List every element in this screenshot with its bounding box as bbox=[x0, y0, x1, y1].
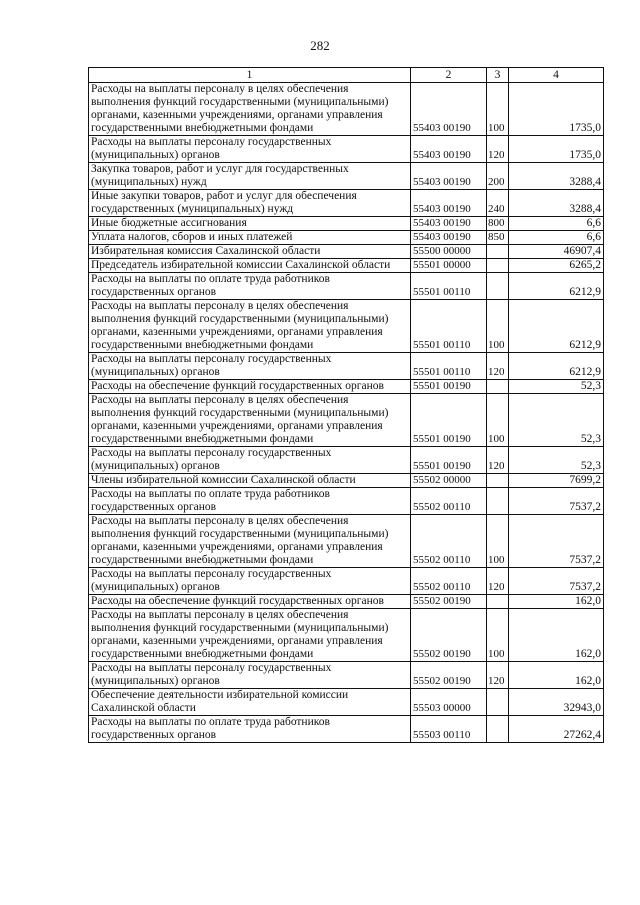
table-row bbox=[89, 716, 604, 743]
row-sum-cell: 162,0 bbox=[509, 662, 604, 689]
row-name-cell: Расходы на выплаты персоналу в целях обеспечения выполнения функций государственными (муниципальными) органами, казенными учреждениями, органами управления государственными внебюджетными фондами bbox=[89, 609, 411, 662]
row-name-cell: Расходы на выплаты персоналу государственных (муниципальных) органов bbox=[89, 447, 411, 474]
row-type-cell bbox=[487, 474, 509, 488]
row-name-cell: Расходы на обеспечение функций государственных органов bbox=[89, 380, 411, 394]
table-row bbox=[89, 515, 604, 568]
table-row bbox=[89, 245, 604, 259]
row-type-cell: 100 bbox=[487, 300, 509, 353]
row-sum-cell: 32943,0 bbox=[509, 689, 604, 716]
row-code-cell: 55501 00110 bbox=[411, 273, 487, 300]
row-sum-cell: 1735,0 bbox=[509, 83, 604, 136]
page-number: 282 bbox=[310, 38, 330, 53]
row-name-cell: Расходы на выплаты персоналу в целях обеспечения выполнения функций государственными (муниципальными) органами, казенными учреждениями, органами управления государственными внебюджетными фондами bbox=[89, 83, 411, 136]
row-sum-cell: 3288,4 bbox=[509, 163, 604, 190]
row-sum-cell: 7537,2 bbox=[509, 515, 604, 568]
row-name-cell: Расходы на выплаты персоналу государственных (муниципальных) органов bbox=[89, 662, 411, 689]
table-row bbox=[89, 595, 604, 609]
row-code-cell: 55501 00190 bbox=[411, 394, 487, 447]
row-code-cell: 55501 00110 bbox=[411, 353, 487, 380]
row-code-cell: 55403 00190 bbox=[411, 217, 487, 231]
column-header-code: 2 bbox=[411, 68, 487, 83]
table-row bbox=[89, 217, 604, 231]
row-code-cell: 55502 00190 bbox=[411, 595, 487, 609]
row-code-cell: 55502 00000 bbox=[411, 474, 487, 488]
row-name-cell: Закупка товаров, работ и услуг для государственных (муниципальных) нужд bbox=[89, 163, 411, 190]
row-name-cell: Расходы на выплаты по оплате труда работников государственных органов bbox=[89, 716, 411, 743]
table-row bbox=[89, 83, 604, 136]
row-sum-cell: 6,6 bbox=[509, 217, 604, 231]
table-row bbox=[89, 474, 604, 488]
row-sum-cell: 6,6 bbox=[509, 231, 604, 245]
row-code-cell: 55502 00110 bbox=[411, 488, 487, 515]
row-name-cell: Члены избирательной комиссии Сахалинской области bbox=[89, 474, 411, 488]
table-row bbox=[89, 190, 604, 217]
table-body bbox=[89, 83, 604, 743]
row-type-cell bbox=[487, 245, 509, 259]
table-row bbox=[89, 300, 604, 353]
row-name-cell: Расходы на выплаты персоналу государственных (муниципальных) органов bbox=[89, 136, 411, 163]
row-type-cell bbox=[487, 259, 509, 273]
row-type-cell: 100 bbox=[487, 83, 509, 136]
table-row bbox=[89, 231, 604, 245]
row-sum-cell: 162,0 bbox=[509, 609, 604, 662]
row-code-cell: 55501 00110 bbox=[411, 300, 487, 353]
row-code-cell: 55503 00000 bbox=[411, 689, 487, 716]
table-row bbox=[89, 394, 604, 447]
table-row bbox=[89, 380, 604, 394]
table-row bbox=[89, 488, 604, 515]
row-type-cell: 800 bbox=[487, 217, 509, 231]
row-sum-cell: 7537,2 bbox=[509, 488, 604, 515]
table-row bbox=[89, 662, 604, 689]
row-type-cell: 240 bbox=[487, 190, 509, 217]
row-code-cell: 55502 00190 bbox=[411, 662, 487, 689]
table-header-row bbox=[89, 68, 604, 83]
row-code-cell: 55500 00000 bbox=[411, 245, 487, 259]
row-name-cell: Расходы на выплаты персоналу государственных (муниципальных) органов bbox=[89, 353, 411, 380]
row-code-cell: 55403 00190 bbox=[411, 136, 487, 163]
row-name-cell: Расходы на выплаты персоналу в целях обеспечения выполнения функций государственными (муниципальными) органами, казенными учреждениями, органами управления государственными внебюджетными фондами bbox=[89, 300, 411, 353]
row-sum-cell: 6265,2 bbox=[509, 259, 604, 273]
row-type-cell: 120 bbox=[487, 662, 509, 689]
row-code-cell: 55501 00190 bbox=[411, 447, 487, 474]
row-name-cell: Расходы на выплаты персоналу в целях обеспечения выполнения функций государственными (муниципальными) органами, казенными учреждениями, органами управления государственными внебюджетными фондами bbox=[89, 515, 411, 568]
row-type-cell: 200 bbox=[487, 163, 509, 190]
row-sum-cell: 52,3 bbox=[509, 380, 604, 394]
row-type-cell: 100 bbox=[487, 394, 509, 447]
column-header-name: 1 bbox=[89, 68, 411, 83]
row-sum-cell: 52,3 bbox=[509, 447, 604, 474]
table-row bbox=[89, 273, 604, 300]
row-type-cell: 100 bbox=[487, 515, 509, 568]
row-type-cell bbox=[487, 716, 509, 743]
row-type-cell bbox=[487, 380, 509, 394]
table-row bbox=[89, 609, 604, 662]
row-code-cell: 55403 00190 bbox=[411, 190, 487, 217]
row-name-cell: Расходы на обеспечение функций государственных органов bbox=[89, 595, 411, 609]
row-type-cell: 120 bbox=[487, 136, 509, 163]
row-type-cell bbox=[487, 689, 509, 716]
table-row bbox=[89, 259, 604, 273]
row-sum-cell: 7537,2 bbox=[509, 568, 604, 595]
row-code-cell: 55501 00190 bbox=[411, 380, 487, 394]
table-row bbox=[89, 136, 604, 163]
row-type-cell: 120 bbox=[487, 353, 509, 380]
row-name-cell: Уплата налогов, сборов и иных платежей bbox=[89, 231, 411, 245]
row-code-cell: 55502 00190 bbox=[411, 609, 487, 662]
row-sum-cell: 3288,4 bbox=[509, 190, 604, 217]
budget-table bbox=[88, 67, 604, 743]
row-code-cell: 55502 00110 bbox=[411, 568, 487, 595]
row-type-cell bbox=[487, 595, 509, 609]
row-type-cell: 120 bbox=[487, 447, 509, 474]
row-name-cell: Расходы на выплаты по оплате труда работников государственных органов bbox=[89, 488, 411, 515]
table-row bbox=[89, 163, 604, 190]
row-code-cell: 55501 00000 bbox=[411, 259, 487, 273]
table-row bbox=[89, 689, 604, 716]
row-type-cell: 100 bbox=[487, 609, 509, 662]
table-row bbox=[89, 568, 604, 595]
table-row bbox=[89, 447, 604, 474]
row-type-cell bbox=[487, 488, 509, 515]
row-name-cell: Обеспечение деятельности избирательной комиссии Сахалинской области bbox=[89, 689, 411, 716]
row-name-cell: Расходы на выплаты персоналу в целях обеспечения выполнения функций государственными (муниципальными) органами, казенными учреждениями, органами управления государственными внебюджетными фондами bbox=[89, 394, 411, 447]
row-type-cell bbox=[487, 273, 509, 300]
row-code-cell: 55403 00190 bbox=[411, 231, 487, 245]
row-sum-cell: 6212,9 bbox=[509, 273, 604, 300]
column-header-sum: 4 bbox=[509, 68, 604, 83]
row-name-cell: Расходы на выплаты персоналу государственных (муниципальных) органов bbox=[89, 568, 411, 595]
row-sum-cell: 52,3 bbox=[509, 394, 604, 447]
row-sum-cell: 162,0 bbox=[509, 595, 604, 609]
row-name-cell: Иные бюджетные ассигнования bbox=[89, 217, 411, 231]
row-name-cell: Председатель избирательной комиссии Сахалинской области bbox=[89, 259, 411, 273]
row-code-cell: 55403 00190 bbox=[411, 83, 487, 136]
row-sum-cell: 27262,4 bbox=[509, 716, 604, 743]
table-row bbox=[89, 353, 604, 380]
row-sum-cell: 6212,9 bbox=[509, 300, 604, 353]
row-code-cell: 55503 00110 bbox=[411, 716, 487, 743]
row-code-cell: 55502 00110 bbox=[411, 515, 487, 568]
row-name-cell: Избирательная комиссия Сахалинской области bbox=[89, 245, 411, 259]
row-sum-cell: 7699,2 bbox=[509, 474, 604, 488]
row-type-cell: 120 bbox=[487, 568, 509, 595]
row-code-cell: 55403 00190 bbox=[411, 163, 487, 190]
row-name-cell: Расходы на выплаты по оплате труда работников государственных органов bbox=[89, 273, 411, 300]
row-name-cell: Иные закупки товаров, работ и услуг для обеспечения государственных (муниципальных) нужд bbox=[89, 190, 411, 217]
row-sum-cell: 6212,9 bbox=[509, 353, 604, 380]
row-sum-cell: 1735,0 bbox=[509, 136, 604, 163]
row-type-cell: 850 bbox=[487, 231, 509, 245]
row-sum-cell: 46907,4 bbox=[509, 245, 604, 259]
column-header-type: 3 bbox=[487, 68, 509, 83]
